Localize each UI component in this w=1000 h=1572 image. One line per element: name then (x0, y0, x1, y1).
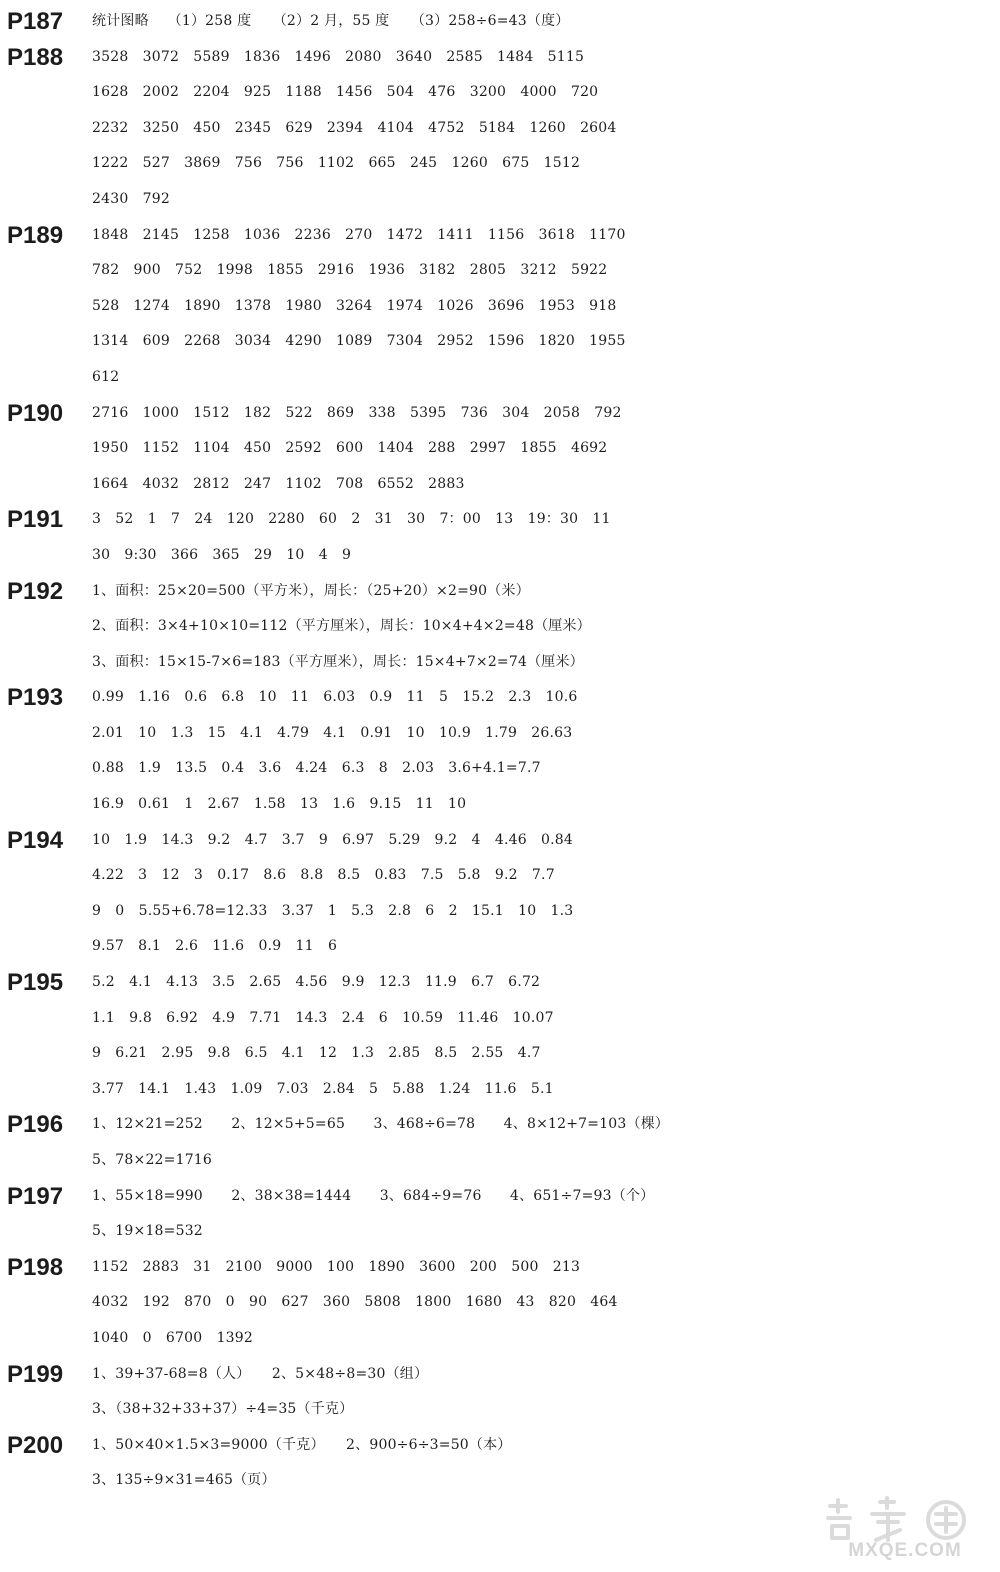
answer-line: 1、面积：25×20=500（平方米），周长：（25+20）×2=90（米） (92, 582, 530, 599)
answer-section-p199 (0, 1357, 1000, 1428)
answer-section-p200 (0, 1428, 1000, 1499)
answer-section-p193 (0, 680, 1000, 822)
page-number-label: P196 (7, 1111, 64, 1139)
answer-line: 2716 1000 1512 182 522 869 338 5395 736 304 2058 792 (92, 404, 622, 421)
answer-line: 1628 2002 2204 925 1188 1456 504 476 3200 4000 720 (92, 84, 599, 101)
answer-line: 1664 4032 2812 247 1102 708 6552 2883 (92, 475, 465, 492)
answer-line: 3、面积：15×15-7×6=183（平方厘米），周长：15×4+7×2=74（厘米） (92, 653, 584, 670)
answer-section-p189 (0, 218, 1000, 396)
answer-line: 3528 3072 5589 1836 1496 2080 3640 2585 1484 5115 (92, 48, 585, 65)
answer-section-p188 (0, 40, 1000, 218)
answer-lines (92, 823, 1000, 965)
answer-line: 1040 0 6700 1392 (92, 1329, 253, 1346)
answer-section-p197 (0, 1179, 1000, 1250)
page-number-label: P194 (7, 826, 64, 854)
answer-line: 9 0 5.55+6.78=12.33 3.37 1 5.3 2.8 6 2 15.1 10 1.3 (92, 902, 574, 919)
answer-line: 0.99 1.16 0.6 6.8 10 11 6.03 0.9 11 5 15.2 2.3 10.6 (92, 689, 578, 706)
answer-line: 1950 1152 1104 450 2592 600 1404 288 2997 1855 4692 (92, 440, 608, 457)
answer-section-p194 (0, 823, 1000, 965)
answer-line: 2430 792 (92, 190, 170, 207)
answer-line: 1、12×21=252 2、12×5+5=65 3、468÷6=78 4、8×12+7=103（棵） (92, 1116, 670, 1133)
answer-section-p190 (0, 396, 1000, 503)
answer-lines (92, 574, 1000, 681)
answer-lines (92, 4, 1000, 40)
answer-lines (92, 1107, 1000, 1178)
page-number-label: P191 (7, 506, 64, 534)
page-number-label: P192 (7, 577, 64, 605)
answer-section-p196 (0, 1107, 1000, 1178)
answer-lines (92, 1428, 1000, 1499)
page-number-label: P200 (7, 1431, 64, 1459)
answer-lines (92, 965, 1000, 1107)
answer-line: 3、（38+32+33+37）÷4=35（千克） (92, 1401, 354, 1418)
answer-lines (92, 1250, 1000, 1357)
answer-section-p198 (0, 1250, 1000, 1357)
page-number-label: P195 (7, 969, 64, 997)
answer-lines (92, 218, 1000, 396)
answer-line: 4032 192 870 0 90 627 360 5808 1800 1680 43 820 464 (92, 1294, 618, 1311)
answer-line: 5、19×18=532 (92, 1223, 203, 1240)
answer-line: 1222 527 3869 756 756 1102 665 245 1260 675 1512 (92, 155, 581, 172)
answer-section-p192 (0, 574, 1000, 681)
answer-line: 528 1274 1890 1378 1980 3264 1974 1026 3696 1953 918 (92, 297, 617, 314)
answer-line: 5、78×22=1716 (92, 1152, 213, 1168)
page-number-label: P188 (7, 43, 64, 71)
answer-line: 10 1.9 14.3 9.2 4.7 3.7 9 6.97 5.29 9.2 4 4.46 0.84 (92, 831, 574, 848)
answer-line: 2232 3250 450 2345 629 2394 4104 4752 5184 1260 2604 (92, 119, 617, 136)
page-number-label: P197 (7, 1182, 64, 1210)
watermark-glyph-icon (822, 1496, 982, 1542)
answer-lines (92, 1357, 1000, 1428)
answer-line: 3 52 1 7 24 120 2280 60 2 31 30 7：00 13 19：30 11 (92, 511, 611, 528)
answer-line: 612 (92, 368, 120, 385)
answer-line: 3.77 14.1 1.43 1.09 7.03 2.84 5 5.88 1.24 11.6 5.1 (92, 1080, 554, 1097)
answer-line: 5.2 4.1 4.13 3.5 2.65 4.56 9.9 12.3 11.9 6.7 6.72 (92, 974, 541, 991)
answer-line: 4.22 3 12 3 0.17 8.6 8.8 8.5 0.83 7.5 5.8 9.2 7.7 (92, 867, 555, 884)
page-number-label: P189 (7, 221, 64, 249)
answer-line: 统计图略 （1）258 度 （2）2 月，55 度 （3）258÷6=43（度） (92, 13, 570, 29)
watermark-site-text: MXQE.COM (848, 1540, 962, 1561)
page-number-label: P198 (7, 1253, 64, 1281)
answer-line: 30 9:30 366 365 29 10 4 9 (92, 546, 352, 563)
page-number-label: P187 (7, 8, 64, 35)
answer-lines (92, 502, 1000, 573)
answer-line: 1、50×40×1.5×3=9000（千克） 2、900÷6÷3=50（本） (92, 1436, 512, 1453)
page-number-label: P193 (7, 684, 64, 712)
answer-line: 3、135÷9×31=465（页） (92, 1472, 276, 1489)
answer-lines (92, 1179, 1000, 1250)
answer-line: 1、55×18=990 2、38×38=1444 3、684÷9=76 4、651÷7=93（个） (92, 1187, 655, 1204)
answer-lines (92, 396, 1000, 503)
answer-line: 1、39+37-68=8（人） 2、5×48÷8=30（组） (92, 1365, 429, 1382)
answer-line: 2、面积：3×4+10×10=112（平方厘米），周长：10×4+4×2=48（厘米） (92, 618, 591, 635)
answer-line: 1314 609 2268 3034 4290 1089 7304 2952 1596 1820 1955 (92, 333, 626, 350)
answer-line: 16.9 0.61 1 2.67 1.58 13 1.6 9.15 11 10 (92, 796, 467, 813)
answer-line: 1.1 9.8 6.92 4.9 7.71 14.3 2.4 6 10.59 11.46 10.07 (92, 1009, 554, 1026)
answer-line: 0.88 1.9 13.5 0.4 3.6 4.24 6.3 8 2.03 3.6+4.1=7.7 (92, 760, 541, 777)
watermark-logo (812, 1496, 992, 1566)
answer-line: 9.57 8.1 2.6 11.6 0.9 11 6 (92, 938, 338, 955)
answer-line: 1848 2145 1258 1036 2236 270 1472 1411 1156 3618 1170 (92, 226, 626, 243)
answer-sheet (0, 4, 1000, 1499)
answer-line: 2.01 10 1.3 15 4.1 4.79 4.1 0.91 10 10.9 1.79 26.63 (92, 724, 573, 741)
answer-line: 1152 2883 31 2100 9000 100 1890 3600 200 500 213 (92, 1258, 581, 1275)
answer-lines (92, 680, 1000, 822)
answer-line: 9 6.21 2.95 9.8 6.5 4.1 12 1.3 2.85 8.5 2.55 4.7 (92, 1045, 541, 1062)
answer-line: 782 900 752 1998 1855 2916 1936 3182 2805 3212 5922 (92, 262, 608, 279)
answer-section-p187 (0, 4, 1000, 40)
page-number-label: P190 (7, 399, 64, 427)
answer-section-p191 (0, 502, 1000, 573)
answer-section-p195 (0, 965, 1000, 1107)
page-number-label: P199 (7, 1360, 64, 1388)
answer-lines (92, 40, 1000, 218)
